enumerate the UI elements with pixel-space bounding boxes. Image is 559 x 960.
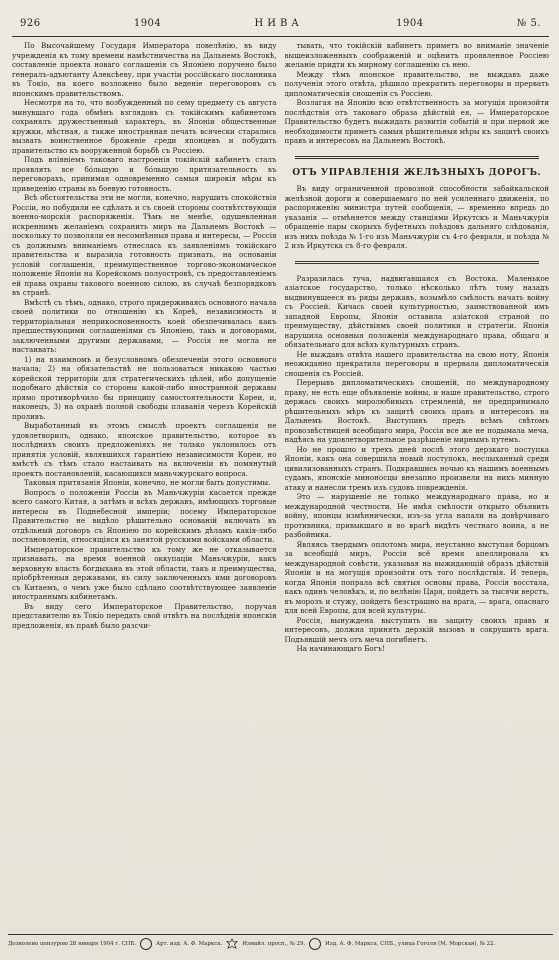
paragraph: Въ виду сего Императорское Правительство, поручая представителю въ Токіо передать свой отвѣтъ на послѣднія японскія предложенія, въ правѣ было разсчи- (12, 601, 277, 630)
address-note: Измайл. просп., № 29. (242, 941, 306, 947)
paragraph: Разразилась туча, надвигавшаяся съ Востока. Маленькое азіатское государство, только нѣсколько лѣтъ тому назадъ выдвинувшееся въ ряды державъ, возымѣло смѣлость начать войну съ Россіей. Кичась своей культурностью, заимствованной имъ западной Европы, Японія оставила азіатской страной по преимуществу, дѣйствіямъ своей политики и стратегіи. Японія нарушила основныя положенія международнаго права, общаго и обязательнаго для всѣхъ культурныхъ странъ. (284, 273, 549, 349)
right-column (285, 41, 550, 946)
paragraph: 1) на взаимномъ и безусловномъ обезпеченіи этого основного начала; 2) на обязательствѣ не пользоваться никакою частью корейской территоріи для стратегическихъ цѣлей, ибо допущеніе подобнаго дѣйствія со стороны какой-либо иностранной державы прямо противорѣчило бы принципу самостоятельности Кореи, и, наконецъ, 3) на охранѣ полной свободы плаванія черезъ Корейскій проливъ. (12, 354, 277, 421)
paragraph: Въ виду ограниченной провозной способности забайкальской желѣзной дороги и совершаемаго по ней усиленнаго движенія, по распоряженію министра путей сообщенія, — временно впредь до указанія — отмѣняется между станціями Иркутскъ и Маньчжурія обращеніе пары скорыхъ буфетныхъ поѣздовъ дальняго слѣдованія, изъ нихъ поѣзда № 1-го изъ Маньчжуріи съ 4-го февраля, и поѣзда № 2 изъ Иркутска съ 8-го февраля. (284, 184, 549, 250)
paragraph: тывать, что токійскій кабинетъ приметъ во вниманіе значеніе вышеизложенныхъ соображеній и оцѣнитъ проявленное Россіею желаніе придти къ мирному соглашенію съ нею. (284, 41, 549, 69)
left-column (12, 41, 277, 946)
stamp-icon (309, 938, 321, 950)
paragraph: Являясь твердымъ оплотомъ мира, неустанно выступая борцомъ за всеобщій миръ, Россія всё время апеллировала къ международной совѣсти, указывая на выжидающій образъ дѣйствій Японіи и на могущія произойти отъ того послѣдствія. И теперь, когда Японія попрала всѣ святыя основы права, Россія восстала, какъ одинъ человѣкъ, и, по велѣнію Царя, пойдетъ за тысячи верстъ, въ морозъ и стужу, пойдетъ безстрашно на врага, — врага, опаснаго для всей Европы, для всей культуры. (284, 539, 549, 615)
issue-number: № 5. (516, 18, 541, 29)
paragraph: Таковыя притязанія Японіи, конечно, не могли быть допустимы. (24, 478, 271, 487)
paragraph: Перерывъ дипломатическихъ сношеній, по международному праву, не есть еще объявленіе войны, и наше правительство, строго держась своихъ миролюбивыхъ стремленій, не предпринимало рѣшительныхъ мѣръ къ защитѣ своихъ правъ и интересовъ на Дальнемъ Востокѣ. Выступивъ предъ всѣмъ свѣтомъ провозвѣстницей всеобщаго мира, Россія все же не подымала меча, надѣясь на удовлетворительное разрѣшеніе мирнымъ путемъ. (284, 378, 549, 444)
journal-title: НИВА (254, 18, 303, 29)
page-footer (8, 934, 553, 950)
paragraph: Вмѣстѣ съ тѣмъ, однако, строго придерживаясь основного начала своей политики по отношенію къ Кореѣ, независимость и территоріальная неприкосновенность коей обезпечивалась какъ предшествующими соглашеніями съ Японіею, такъ и договорами, заключенными другими державами, — Россія не могла не настаивать: (12, 297, 277, 354)
stamp-icon (140, 938, 152, 950)
paragraph: Это — нарушеніе не только международнаго права, но и международной честности. Не имѣя смѣлости открыто объявить войну, японцы измѣннически, изъ-за угла напали на довѣрчиваго противника, привыкшаго и во врагѣ видѣть честнаго воина, а не разбойника. (284, 492, 549, 539)
paragraph: На начинающаго Богъ! (296, 644, 385, 653)
paragraph: Всѣ обстоятельства эти не могли, конечно, нарушить спокойствія Россіи, но побудили ее сдѣлать и съ своей стороны соотвѣтствующія военно-морскія распоряженія. Тѣмъ не менѣе, одушевленная искреннимъ желаніемъ сохранить миръ на Дальнемъ Востокѣ — поскольку то позволяли ея несомнѣнныя права и интересы, — Россія съ должнымъ вниманіемъ отнеслась къ заявленіямъ токійскаго правительства и выразила готовность признать, на основаніи условій соглашенія, преимущественное торгово-экономическое положеніе Японіи на Корейскомъ полуостровѣ, съ предоставленіемъ ей права охраны такового военною силою, въ случаѣ безпорядковъ въ странѣ. (12, 193, 277, 297)
paragraph: По Высочайшему Государя Императора повелѣнію, въ виду учрежденія къ тому времени намѣстничества на Дальнемъ Востокѣ, составленіе проекта новаго соглашенія съ Японіею поручено было генералъ-адъютанту Алексѣеву, при участіи россійскаго посланника въ Токіо, на коего возложено было веденіе переговоровъ съ японскимъ правительствомъ. (12, 41, 277, 98)
page-header (12, 18, 549, 37)
print-note: Арт. изд. А. Ф. Маркса. (156, 941, 223, 947)
paragraph: Между тѣмъ японское правительство, не выждавъ даже полученія этого отвѣта, рѣшило прекратить переговоры и прервать дипломатическія сношенія съ Россіею. (284, 69, 549, 98)
paragraph: Императорское правительство къ тому же не отказывается признавать, на время военной оккупаціи Маньчжуріи, какъ верховную власть богдыхана въ этой области, такъ и преимущества, пріобрѣтенныя державами, въ силу заключенныхъ ими договоровъ съ Китаемъ, о чемъ уже было сдѣлано соотвѣтствующее заявленіе иностраннымъ кабинетамъ. (12, 544, 277, 601)
censor-note: Дозволено цензурою 28 января 1904 г. СПБ. (8, 941, 137, 947)
paragraph: Подъ вліяніемъ таковаго настроенія токійскій кабинетъ сталъ проявлять все бóльшую и бóльшую притязательность въ переговорахъ, принимая одновременно самыя широкія мѣры къ приведенію страны въ боевую готовность. (12, 155, 277, 193)
paragraph: Но не прошло и трехъ дней послѣ этого дерзкаго поступка Японіи, какъ она совершила новый поступокъ, неслыханный среди цивилизованныхъ странъ. Подкравшись ночью къ нашимъ военнымъ судамъ, японскіе миноносцы внезапно произвели на нихъ минную атаку и нанесли тремъ изъ судовъ поврежденія. (284, 444, 549, 492)
page-number: 926 (20, 18, 41, 29)
paragraph: Вопросъ о положеніи Россіи въ Маньчжуріи касается прежде всего самого Китая, а затѣмъ и всѣхъ державъ, имѣющихъ торговые интересы въ Поднебесной имперіи; посему Императорское Правительство не видѣло рѣшительно основаній включать въ отдѣльный договоръ съ Японіею по корейскимъ дѣламъ какія-либо постановленія, относящіяся къ занятой русскими войсками области. (12, 487, 277, 544)
section-divider (295, 156, 540, 159)
publisher-note: Изд. А. Ф. Маркса, СПБ., улица Гоголя (М. Морская), № 22. (325, 941, 496, 947)
year-left: 1904 (133, 18, 162, 29)
eagle-crest-icon (226, 938, 238, 950)
section-divider (295, 261, 540, 264)
paragraph: Несмотря на то, что возбужденный по сему предмету съ августа минувшаго года обмѣнъ взглядовъ съ токійскимъ кабинетомъ сохранялъ дружественный характеръ, въ Японіи общественные кружки, мѣстная, а также иностранная печать всячески старались вызвать воинственное броженіе среди японцевъ и побудить правительство къ вооруженной борьбѣ съ Россіею. (12, 98, 277, 155)
paragraph: Выработанный въ этомъ смыслѣ проектъ соглашенія не удовлетворилъ, однако, японское правительство, которое въ послѣднихъ своихъ предложеніяхъ не только уклонилось отъ принятія условій, являвшихся гарантіею независимости Кореи, но вмѣстѣ съ тѣмъ стало настаивать на включеніи въ помянутый проектъ постановленій, касающихся маньчжурскаго вопроса. (12, 421, 277, 478)
year-right: 1904 (396, 18, 424, 29)
section-title: ОТЪ УПРАВЛЕНІЯ ЖЕЛѢЗНЫХЪ ДОРОГЪ. (292, 167, 542, 178)
paragraph: Россія, вынуждена выступить на защиту своихъ правъ и интересовъ, должна принять дерзкій вызовъ и сокрушить врага. Подъявшій мечъ отъ меча погибнетъ. (284, 615, 549, 644)
paragraph: Не выждавъ отвѣта нашего правительства на свою ноту, Японія неожиданно прекратила переговоры и прервала дипломатическія сношенія съ Россіей. (284, 349, 549, 378)
paragraph: Возлагая на Японію всю отвѣтственность за могущія произойти послѣдствія отъ таковаго образа дѣйствій ея, — Императорское Правительство будетъ выжидать развитія событій и при первой же необходимости приметъ самыя рѣшительныя мѣры къ защитѣ своихъ правъ и интересовъ на Дальнемъ Востокѣ. (284, 98, 549, 145)
